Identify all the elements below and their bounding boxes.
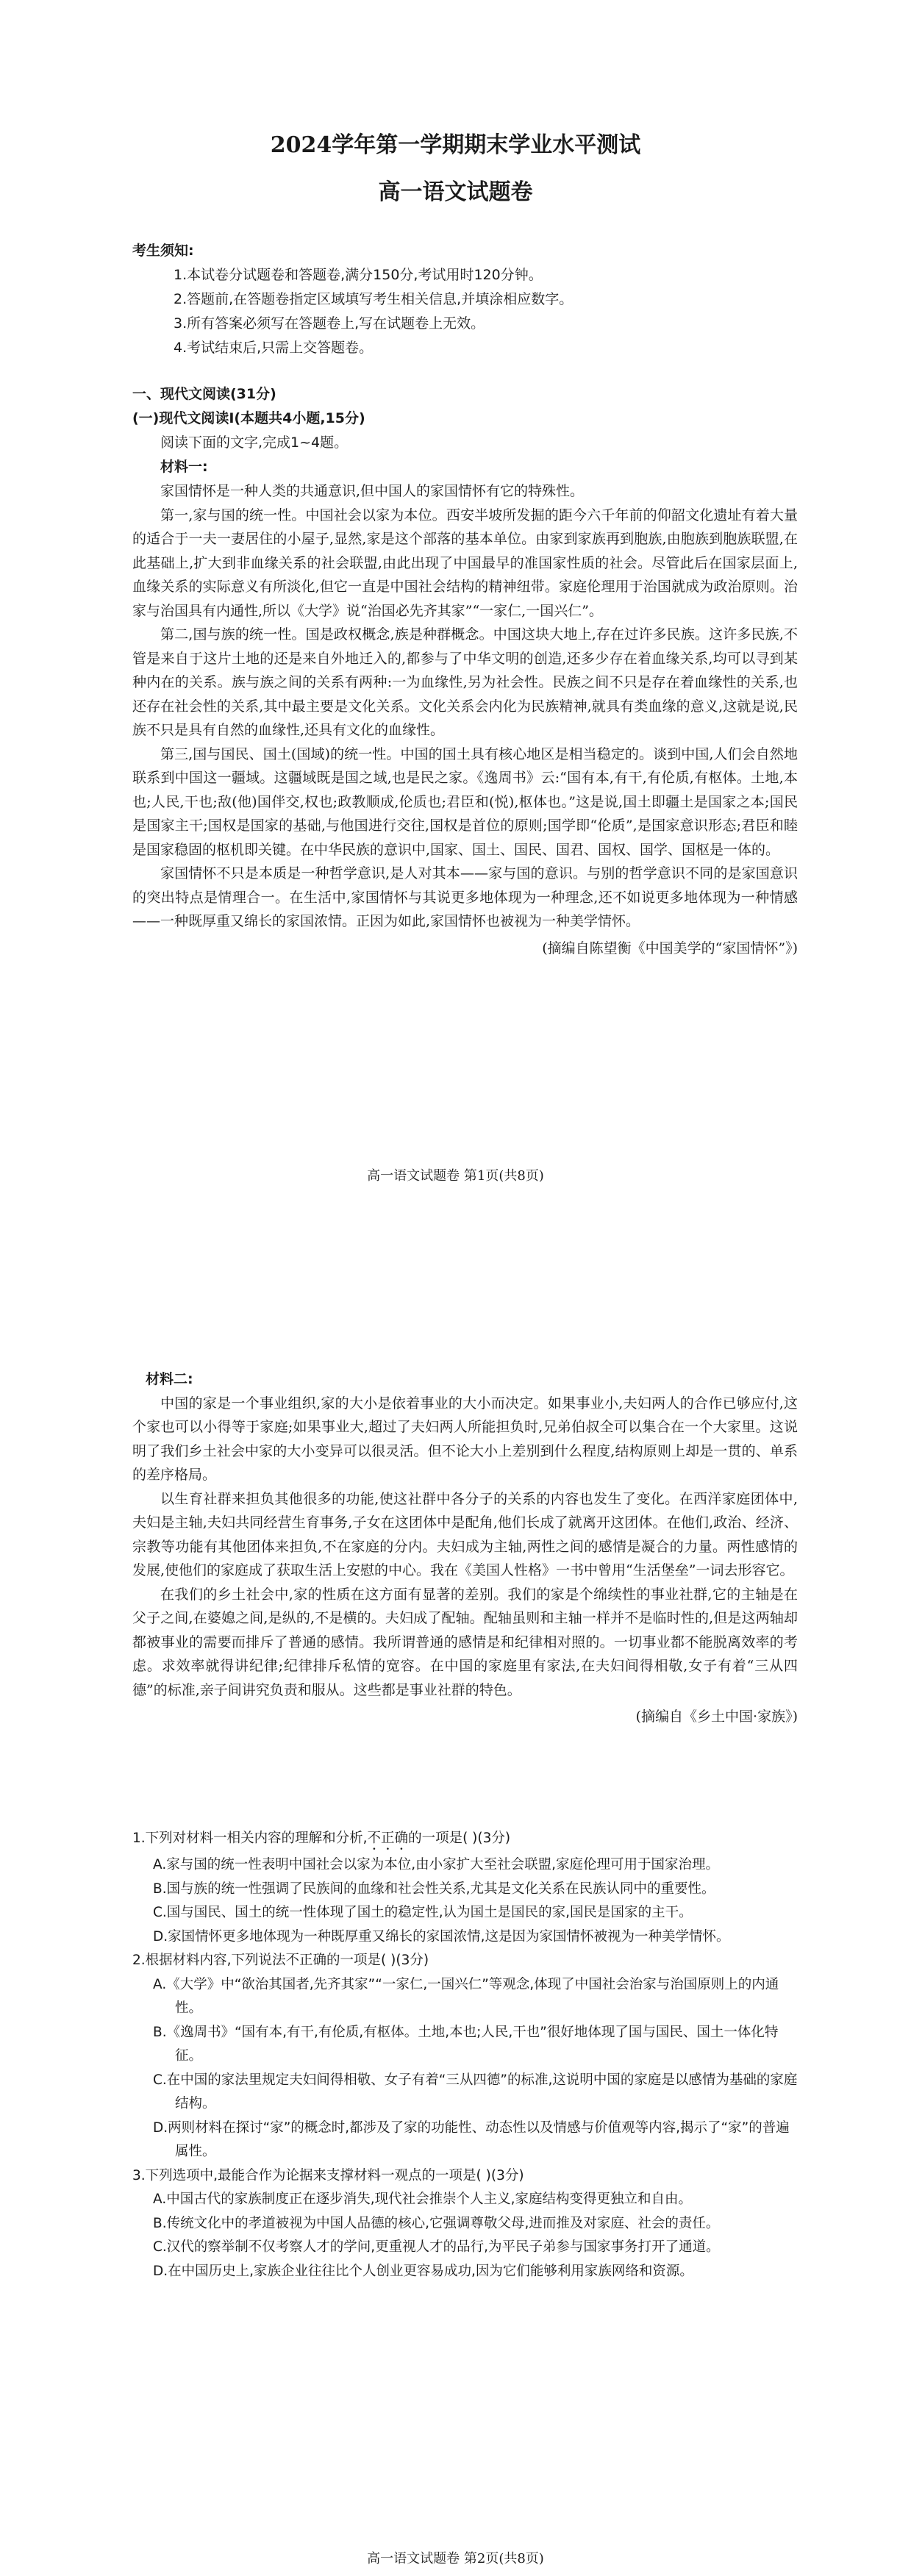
exam-title: 2024学年第一学期期末学业水平测试	[270, 132, 641, 158]
option-b: B.传统文化中的孝道被视为中国人品德的核心,它强调尊敬父母,进而推及对家庭、社会的责任。	[153, 2215, 720, 2231]
page-footer: 高一语文试题卷 第1页(共8页)	[367, 1168, 544, 1184]
page-2	[0, 1367, 911, 2576]
option-a: A.《大学》中“欲治其国者,先齐其家”“一家仁,一国兴仁”等观念,体现了中国社会治家与治国原则上的内通性。	[153, 1976, 779, 2016]
notice-item: 2.答题前,在答题卷指定区域填写考生相关信息,并填涂相应数字。	[174, 291, 574, 307]
material-one-heading: 材料一:	[160, 459, 208, 475]
reading-instruction: 阅读下面的文字,完成1~4题。	[160, 434, 349, 451]
question-stem: 2.根据材料内容,下列说法不正确的一项是( )(3分)	[132, 1953, 429, 1968]
question-stem-start: 1.下列对材料一相关内容的理解和分析,	[132, 1831, 368, 1846]
notice-heading: 考生须知:	[132, 243, 194, 259]
option-b: B.国与族的统一性强调了民族间的血缘和社会性关系,尤其是文化关系在民族认同中的重要性。	[153, 1881, 715, 1897]
option-a: A.家与国的统一性表明中国社会以家为本位,由小家扩大至社会联盟,家庭伦理可用于国家治理。	[153, 1857, 719, 1872]
material-one-paragraph: 第三,国与国民、国土(国域)的统一性。中国的国土具有核心地区是相当稳定的。谈到中国,人们会自然地联系到中国这一疆域。这疆域既是国之域,也是民之家。《逸周书》云:“国有本,有干,有伦质,有枢体。土地,本也;人民,干也;敌(他)国伴交,权也;政教顺成,伦质也;君臣和(悦),枢体也。”这是说,国土即疆土是国家之本;国民是国家主干;国权是国家的基础,与他国进行交往,国权是首位的原则;国学即“伦质”,是国家意识形态;君臣和睦是国家稳固的枢机即关键。在中华民族的意识中,国家、国土、国民、国君、国权、国学、国枢是一体的。	[132, 745, 798, 858]
notice-block	[132, 239, 798, 360]
question-stem	[132, 1827, 798, 1853]
option-d: D.在中国历史上,家族企业往往比个人创业更容易成功,因为它们能够利用家族网络和资源。	[153, 2263, 693, 2279]
material-one	[132, 479, 798, 960]
material-two	[132, 1367, 798, 1729]
option-d: D.家国情怀更多地体现为一种既厚重又绵长的家国浓情,这是因为家国情怀被视为一种美学情怀。	[153, 1928, 730, 1944]
question-1	[132, 1827, 798, 1949]
exam-subtitle: 高一语文试题卷	[378, 179, 533, 205]
page-1	[0, 0, 911, 1206]
option-b: B.《逸周书》“国有本,有干,有伦质,有枢体。土地,本也;人民,干也”很好地体现了国与国民、国土一体化特征。	[153, 2024, 779, 2064]
material-one-paragraph: 家国情怀不只是本质是一种哲学意识,是人对其本——家与国的意识。与别的哲学意识不同的是家国意识的突出特点是情理合一。在生活中,家国情怀与其说更多地体现为一种理念,还不如说更多地体现为一种情感——一种既厚重又绵长的家国浓情。正因为如此,家国情怀也被视为一种美学情怀。	[132, 865, 798, 929]
material-two-paragraph: 中国的家是一个事业组织,家的大小是依着事业的大小而决定。如果事业小,夫妇两人的合作已够应付,这个家也可以小得等于家庭;如果事业大,超过了夫妇两人所能担负时,兄弟伯叔全可以集合在一个大家里。这说明了我们乡土社会中家的大小变异可以很灵活。但不论大小上差别到什么程度,结构原则上却是一贯的、单系的差序格局。	[132, 1395, 798, 1483]
emphasis-mark: 不正确	[367, 1831, 409, 1846]
option-a: A.中国古代的家族制度正在逐步消失,现代社会推崇个人主义,家庭结构变得更独立和自由。	[153, 2192, 692, 2207]
question-stem: 3.下列选项中,最能合作为论据来支撑材料一观点的一项是( )(3分)	[132, 2167, 524, 2183]
notice-item: 3.所有答案必须写在答题卷上,写在试题卷上无效。	[174, 315, 485, 332]
question-3	[132, 2164, 798, 2284]
option-d: D.两则材料在探讨“家”的概念时,都涉及了家的功能性、动态性以及情感与价值观等内容,揭示了“家”的普遍属性。	[153, 2119, 790, 2159]
option-c: C.国与国民、国土的统一性体现了国土的稳定性,认为国土是国民的家,国民是国家的主干。	[153, 1905, 693, 1920]
question-stem-end: 的一项是( )(3分)	[408, 1831, 511, 1846]
option-c: C.汉代的察举制不仅考察人才的学问,更重视人才的品行,为平民子弟参与国家事务打开了通道。	[153, 2239, 720, 2255]
material-one-paragraph: 家国情怀是一种人类的共通意识,但中国人的家国情怀有它的特殊性。	[160, 483, 585, 499]
material-one-paragraph: 第二,国与族的统一性。国是政权概念,族是种群概念。中国这块大地上,存在过许多民族。这许多民族,不管是来自于这片土地的还是来自外地迁入的,都参与了中华文明的创造,还多少存在着血缘关系,均可以寻到某种内在的关系。族与族之间的关系有两种:一为血缘性,另为社会性。民族之间不只是存在着血缘性的关系,也还存在社会性的关系,其中最主要是文化关系。文化关系会内化为民族精神,就具有类血缘的意义,这就是说,民族不只是具有自然的血缘性,还具有文化的血缘性。	[132, 626, 798, 738]
material-two-citation: (摘编自《乡土中国·家族》)	[635, 1709, 798, 1725]
notice-item: 1.本试卷分试题卷和答题卷,满分150分,考试用时120分钟。	[174, 267, 543, 283]
question-2	[132, 1949, 798, 2164]
section-one	[132, 382, 798, 479]
page-footer: 高一语文试题卷 第2页(共8页)	[367, 2551, 544, 2566]
material-one-citation: (摘编自陈望衡《中国美学的“家国情怀”》)	[542, 940, 798, 956]
section-heading: 一、现代文阅读(31分)	[132, 386, 276, 402]
material-two-paragraph: 在我们的乡土社会中,家的性质在这方面有显著的差别。我们的家是个绵续性的事业社群,它的主轴是在父子之间,在婆媳之间,是纵的,不是横的。夫妇成了配轴。配轴虽则和主轴一样并不是临时性的,但是这两轴却都被事业的需要而排斥了普通的感情。我所谓普通的感情是和纪律相对照的。一切事业都不能脱离效率的考虑。求效率就得讲纪律;纪律排斥私情的宽容。在中国的家庭里有家法,在夫妇间得相敬,女子有着“三从四德”的标准,亲子间讲究负责和服从。这些都是事业社群的特色。	[132, 1586, 798, 1698]
material-two-heading: 材料二:	[146, 1371, 193, 1387]
notice-item: 4.考试结束后,只需上交答题卷。	[174, 340, 374, 356]
questions	[132, 1827, 798, 2283]
subsection-heading: (一)现代文阅读Ⅰ(本题共4小题,15分)	[132, 410, 365, 426]
material-two-paragraph: 以生育社群来担负其他很多的功能,使这社群中各分子的关系的内容也发生了变化。在西洋家庭团体中,夫妇是主轴,夫妇共同经营生育事务,子女在这团体中是配角,他们长成了就离开这团体。在他们,政治、经济、宗教等功能有其他团体来担负,不在家庭的分内。夫妇成为主轴,两性之间的感情是凝合的力量。两性感情的发展,使他们的家庭成了获取生活上安慰的中心。我在《美国人性格》一书中曾用“生活堡垒”一词去形容它。	[132, 1490, 798, 1578]
option-c: C.在中国的家法里规定夫妇间得相敬、女子有着“三从四德”的标准,这说明中国的家庭是以感情为基础的家庭结构。	[153, 2072, 798, 2111]
material-one-paragraph: 第一,家与国的统一性。中国社会以家为本位。西安半坡所发掘的距今六千年前的仰韶文化遗址有着大量的适合于一夫一妻居住的小屋子,显然,家是这个部落的基本单位。由家到家族再到胞族,由胞族到胞族联盟,在此基础上,扩大到非血缘关系的社会联盟,由此出现了中国最早的准国家性质的社会。尽管此后在国家层面上,血缘关系的实际意义有所淡化,但它一直是中国社会结构的精神纽带。家庭伦理用于治国就成为政治原则。治家与治国具有内通性,所以《大学》说“治国必先齐其家”“一家仁,一国兴仁”。	[132, 507, 798, 619]
